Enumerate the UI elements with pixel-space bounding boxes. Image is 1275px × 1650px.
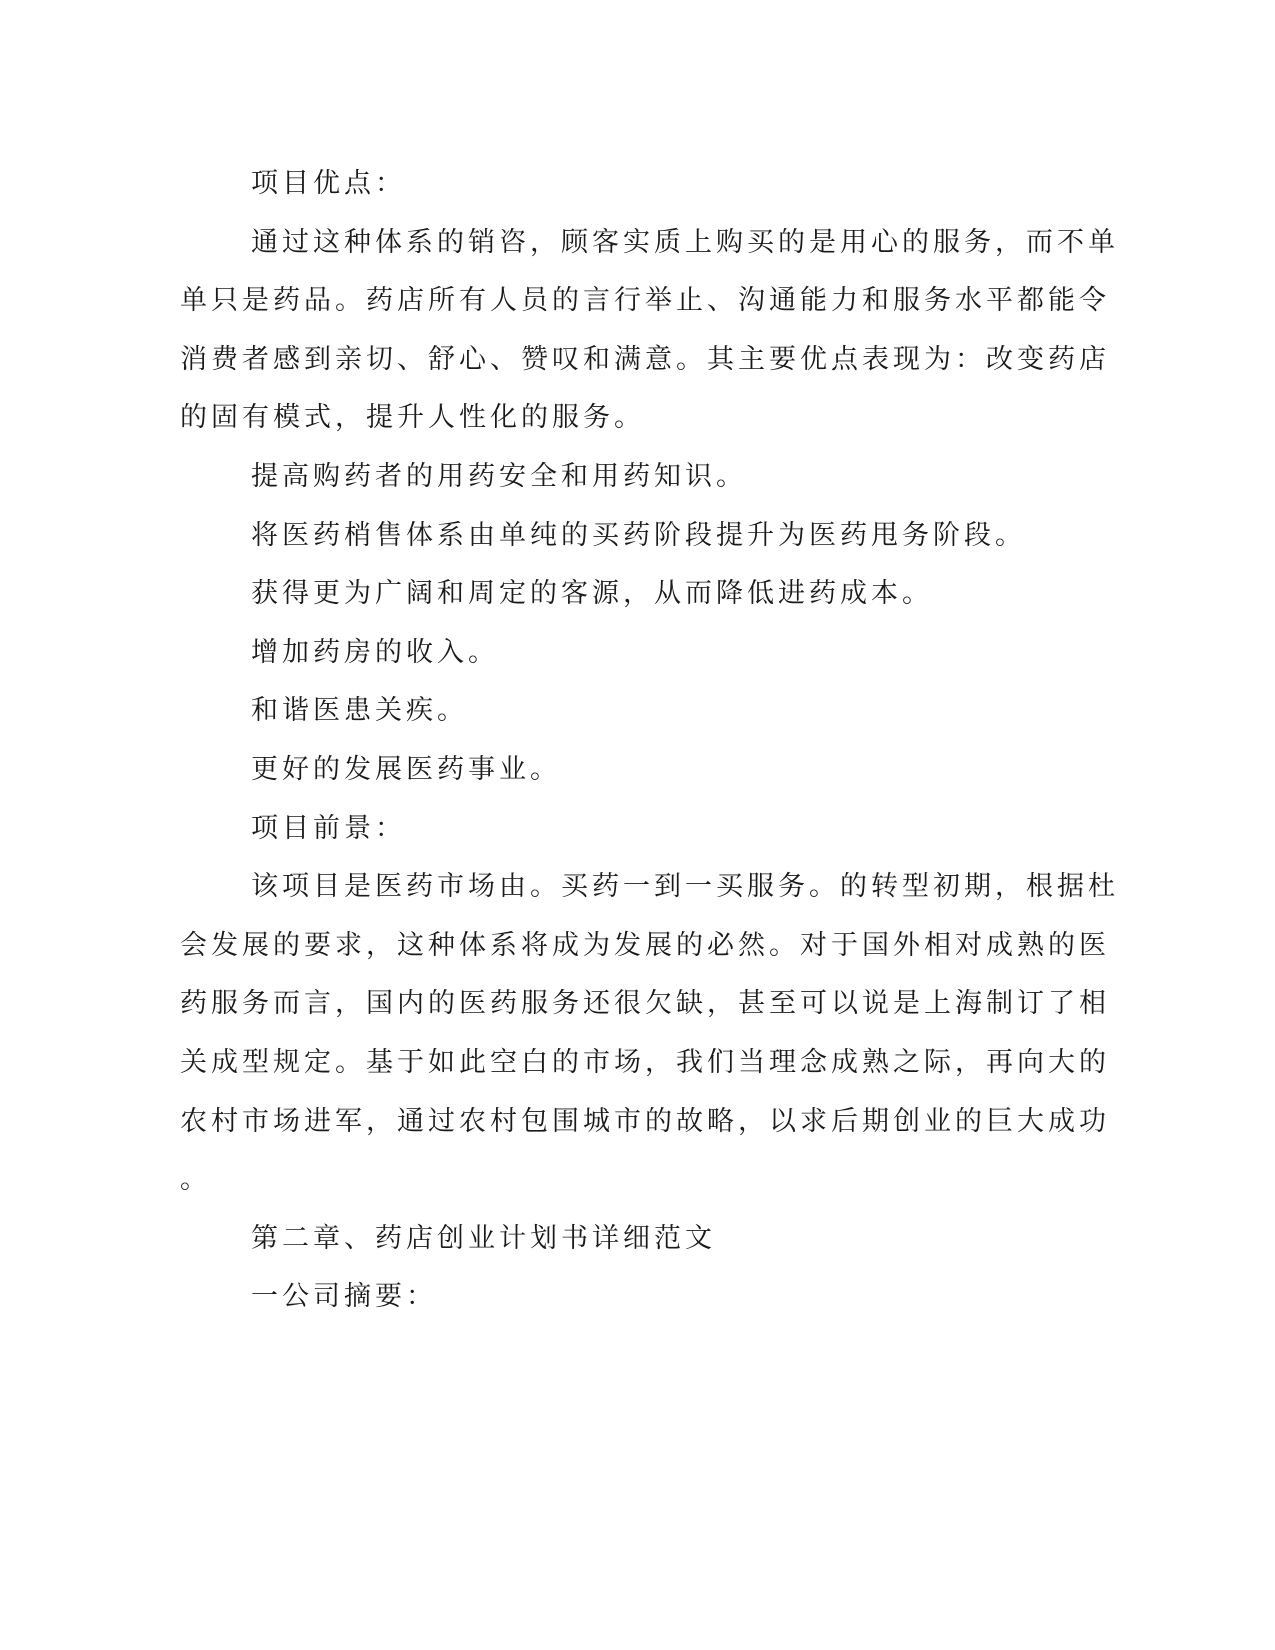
text-line: 农村市场进军，通过农村包围城市的故略，以求后期创业的巨大成功 (180, 1105, 1110, 1137)
paragraph-prospects (180, 858, 1119, 1210)
text-line: 提高购药者的用药安全和用药知识。 (251, 460, 747, 492)
text-line: 药服务而言，国内的医药服务还很欠缺，甚至可以说是上海制订了相 (180, 988, 1110, 1020)
text-line: 将医药梢售体系由单纯的买药阶段提升为医药甩务阶段。 (251, 519, 1026, 551)
advantage-item (180, 741, 1060, 800)
chapter-heading (180, 1210, 1060, 1269)
paragraph-advantages-intro (180, 214, 1119, 448)
text-line: 更好的发展医药事业。 (251, 753, 561, 785)
text-line: 关成型规定。基于如此空白的市场，我们当理念成熟之际，再向大的 (180, 1046, 1110, 1078)
advantage-item (180, 448, 1060, 507)
text-line: 该项目是医药市场由。买药一到一买服务。的转型初期，根据杜 (251, 871, 1119, 903)
text-line: 项目前景： (251, 812, 406, 844)
advantage-item (180, 507, 1060, 566)
text-line: 会发展的要求，这种体系将成为发展的必然。对于国外相对成熟的医 (180, 929, 1110, 961)
text-line: 项目优点： (251, 168, 406, 199)
document-body (180, 155, 1119, 1327)
section-heading (180, 1268, 1060, 1327)
text-line: 消费者感到亲切、舒心、赞叹和满意。其主要优点表现为：改变药店 (180, 343, 1110, 375)
text-line: 通过这种体系的销咨，顾客实质上购买的是用心的服务，而不单 (251, 226, 1119, 258)
advantage-item (180, 682, 1060, 741)
text-line: 单只是药品。药店所有人员的言行举止、沟通能力和服务水平都能令 (180, 285, 1110, 317)
heading-project-advantages (180, 155, 1060, 214)
text-line: 。 (180, 1164, 211, 1196)
advantage-item (180, 565, 1060, 624)
text-line: 的固有模式，提升人性化的服务。 (180, 402, 645, 434)
text-line: 和谐医患关疾。 (251, 695, 468, 727)
text-line: 一公司摘要： (251, 1281, 437, 1313)
heading-project-prospects (180, 800, 1060, 859)
advantage-item (180, 624, 1060, 683)
text-line: 获得更为广阔和周定的客源，从而降低进药成本。 (251, 578, 933, 610)
text-line: 第二章、药店创业计划书详细范文 (251, 1222, 716, 1254)
text-line: 增加药房的收入。 (251, 636, 499, 668)
